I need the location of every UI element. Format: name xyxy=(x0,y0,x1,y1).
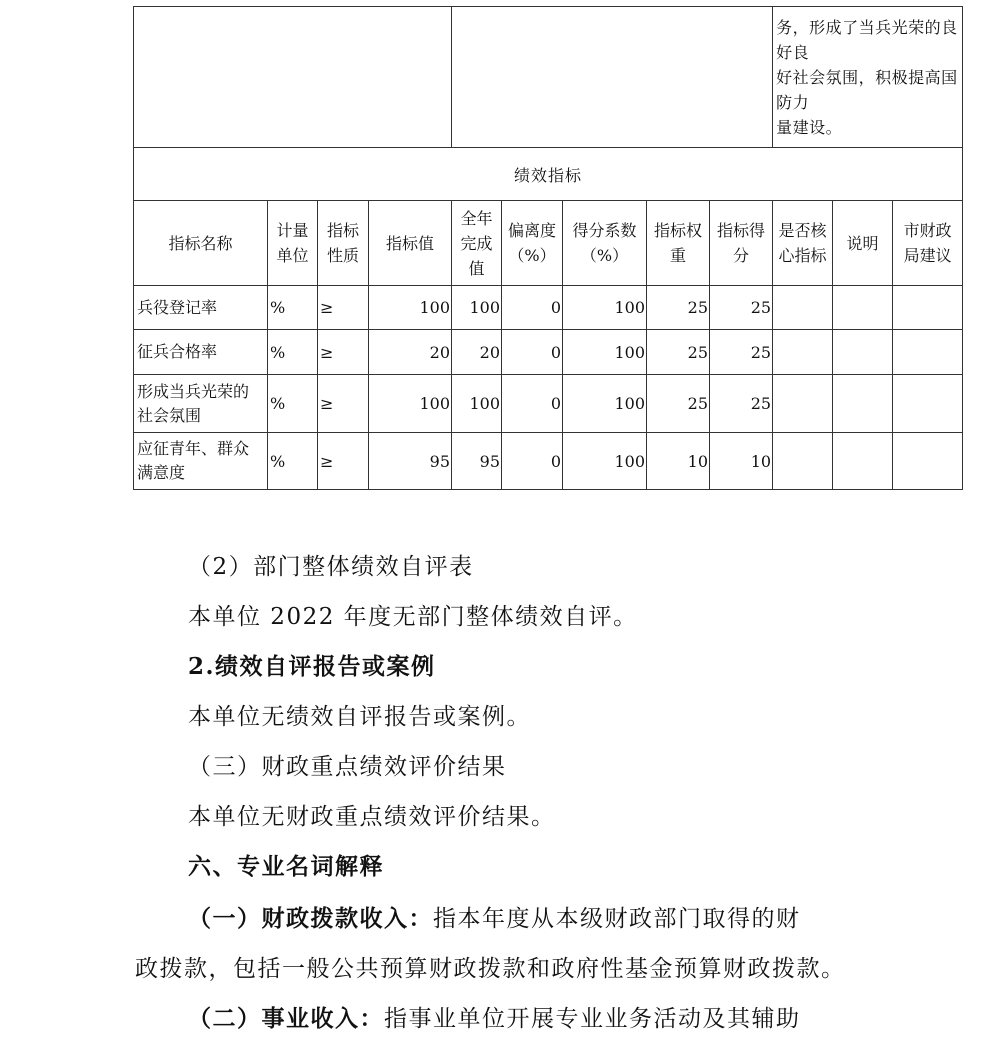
header-note: 说明 xyxy=(833,201,893,286)
indicator-name: 形成当兵光荣的 社会氛围 xyxy=(134,375,268,433)
note-cell xyxy=(833,330,893,375)
nature-cell: ≥ xyxy=(318,286,369,330)
header-score: 指标得 分 xyxy=(710,201,773,286)
score-cell: 10 xyxy=(710,433,773,490)
term-label: （一）财政拨款收入： xyxy=(188,905,433,932)
continuation-text-cell xyxy=(773,7,963,148)
section-title-row xyxy=(134,148,963,201)
target-cell: 20 xyxy=(369,330,452,375)
unit-cell: % xyxy=(268,375,318,433)
nature-cell: ≥ xyxy=(318,433,369,490)
weight-cell: 25 xyxy=(647,330,710,375)
paragraph: 本单位 2022 年度无部门整体绩效自评。 xyxy=(188,604,638,630)
core-cell xyxy=(773,286,833,330)
header-target: 指标值 xyxy=(369,201,452,286)
indicator-name: 应征青年、群众 满意度 xyxy=(134,433,268,490)
header-nature: 指标 性质 xyxy=(318,201,369,286)
deviation-cell: 0 xyxy=(502,375,563,433)
nature-cell: ≥ xyxy=(318,330,369,375)
header-unit: 计量 单位 xyxy=(268,201,318,286)
actual-cell: 100 xyxy=(452,286,502,330)
deviation-cell: 0 xyxy=(502,433,563,490)
section-heading: 六、专业名词解释 xyxy=(188,853,384,880)
section-title: 绩效指标 xyxy=(134,148,963,201)
coefficient-cell: 100 xyxy=(563,286,647,330)
weight-cell: 25 xyxy=(647,286,710,330)
indicator-name: 征兵合格率 xyxy=(134,330,268,375)
term-definition: 指本年度从本级财政部门取得的财 xyxy=(433,906,801,932)
header-suggestion: 市财政 局建议 xyxy=(893,201,963,286)
score-cell: 25 xyxy=(710,330,773,375)
performance-indicator-table xyxy=(133,6,963,490)
header-weight: 指标权 重 xyxy=(647,201,710,286)
score-cell: 25 xyxy=(710,286,773,330)
core-cell xyxy=(773,433,833,490)
target-cell: 95 xyxy=(369,433,452,490)
paragraph xyxy=(188,1004,801,1034)
header-deviation: 偏离度 （%） xyxy=(502,201,563,286)
paragraph: 本单位无绩效自评报告或案例。 xyxy=(188,704,531,730)
indicator-name: 兵役登记率 xyxy=(134,286,268,330)
paragraph xyxy=(188,904,801,934)
unit-cell: % xyxy=(268,433,318,490)
suggestion-cell xyxy=(893,286,963,330)
deviation-cell: 0 xyxy=(502,286,563,330)
core-cell xyxy=(773,330,833,375)
weight-cell: 10 xyxy=(647,433,710,490)
target-cell: 100 xyxy=(369,375,452,433)
header-coefficient: 得分系数 （%） xyxy=(563,201,647,286)
header-row xyxy=(134,201,963,286)
header-core: 是否核 心指标 xyxy=(773,201,833,286)
subsection-heading: （三）财政重点绩效评价结果 xyxy=(188,754,507,780)
table-row xyxy=(134,286,963,330)
table-row xyxy=(134,330,963,375)
coefficient-cell: 100 xyxy=(563,433,647,490)
core-cell xyxy=(773,375,833,433)
nature-cell: ≥ xyxy=(318,375,369,433)
continuation-line: 好社会氛围，积极提高国防力 xyxy=(776,67,958,112)
actual-cell: 20 xyxy=(452,330,502,375)
paragraph: 本单位无财政重点绩效评价结果。 xyxy=(188,804,556,830)
term-definition: 指事业单位开展专业业务活动及其辅助 xyxy=(384,1006,801,1032)
term-label: （二）事业收入： xyxy=(188,1005,384,1032)
note-cell xyxy=(833,286,893,330)
paragraph: 政拨款，包括一般公共预算财政拨款和政府性基金预算财政拨款。 xyxy=(135,956,846,982)
coefficient-cell: 100 xyxy=(563,375,647,433)
subsection-heading: （2）部门整体绩效自评表 xyxy=(188,554,474,580)
continuation-row xyxy=(134,7,963,148)
target-cell: 100 xyxy=(369,286,452,330)
weight-cell: 25 xyxy=(647,375,710,433)
note-cell xyxy=(833,375,893,433)
unit-cell: % xyxy=(268,286,318,330)
blank-cell xyxy=(452,7,773,148)
score-cell: 25 xyxy=(710,375,773,433)
actual-cell: 100 xyxy=(452,375,502,433)
suggestion-cell xyxy=(893,433,963,490)
blank-cell xyxy=(134,7,452,148)
subsection-heading: 2.绩效自评报告或案例 xyxy=(188,653,436,680)
deviation-cell: 0 xyxy=(502,330,563,375)
continuation-line: 量建设。 xyxy=(776,117,843,137)
table-row xyxy=(134,433,963,490)
coefficient-cell: 100 xyxy=(563,330,647,375)
continuation-line: 务，形成了当兵光荣的良好良 xyxy=(776,17,958,62)
table-row xyxy=(134,375,963,433)
unit-cell: % xyxy=(268,330,318,375)
suggestion-cell xyxy=(893,375,963,433)
note-cell xyxy=(833,433,893,490)
suggestion-cell xyxy=(893,330,963,375)
actual-cell: 95 xyxy=(452,433,502,490)
header-actual: 全年 完成 值 xyxy=(452,201,502,286)
header-indicator-name: 指标名称 xyxy=(134,201,268,286)
